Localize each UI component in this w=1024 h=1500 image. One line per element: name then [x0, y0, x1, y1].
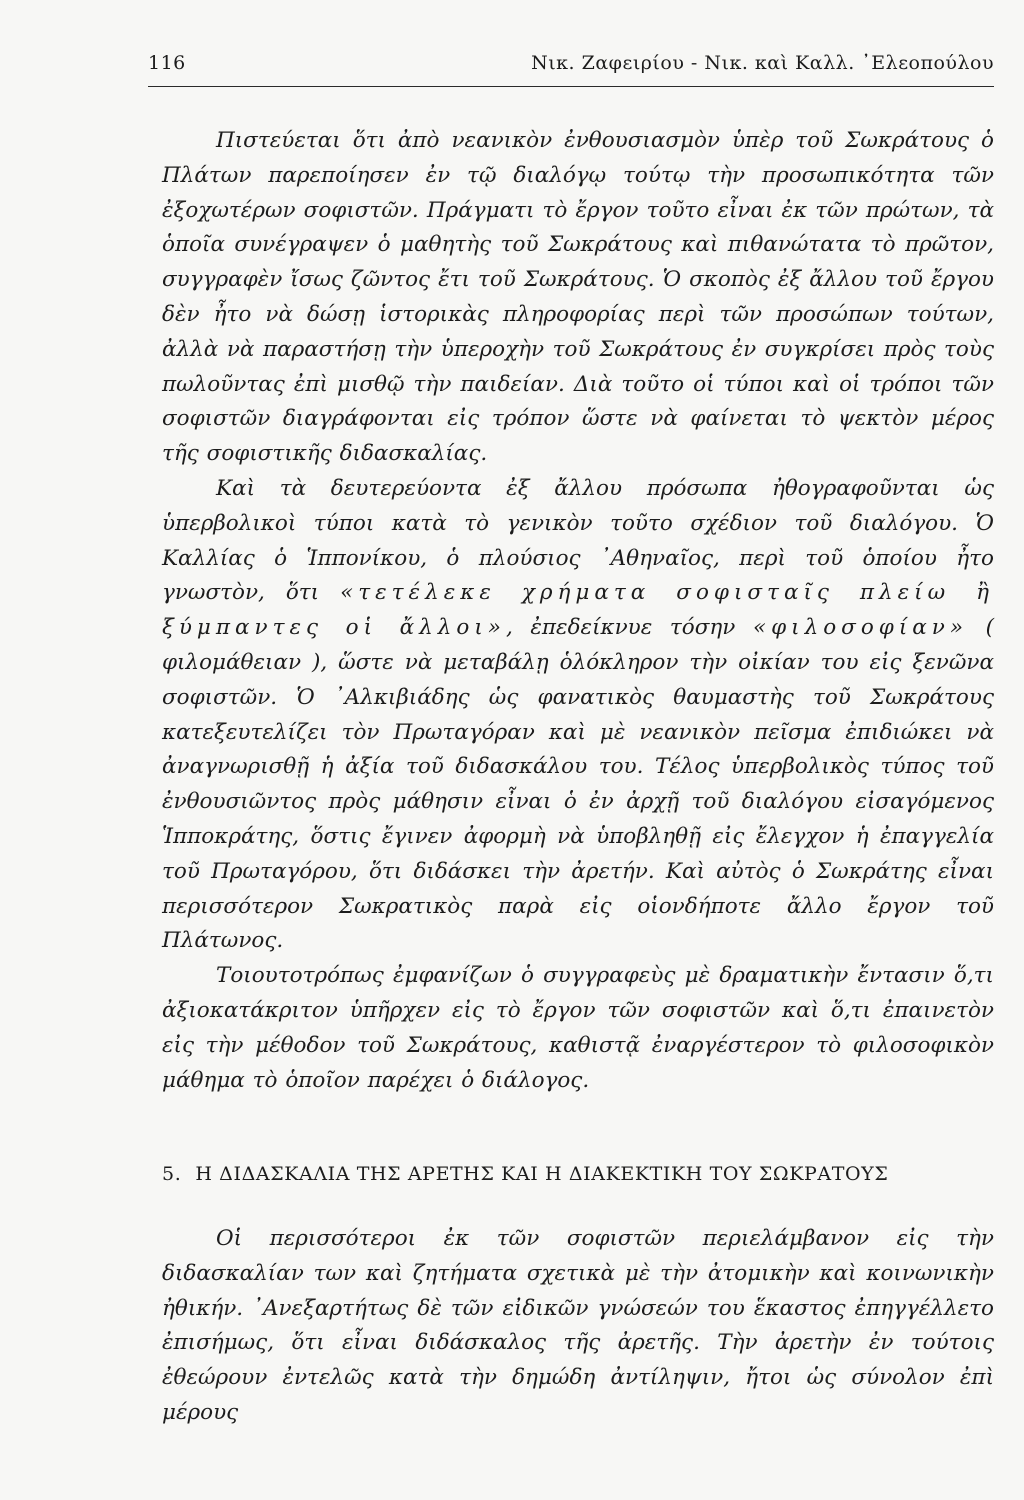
paragraph-2-part-1: Καὶ τὰ δευτερεύοντα ἐξ ἄλλου πρόσωπα ἠθογραφοῦνται ὡς ὑπερβολικοὶ τύποι κατὰ τὸ γενικὸν τοῦτο σχέδιον τοῦ διαλόγου. Ὁ Καλλίας ὁ Ἱππονίκου, ὁ πλούσιος ᾿Αθηναῖος, περὶ τοῦ ὁποίου ἦτο γνωστὸν, ὅτι: [162, 475, 994, 606]
running-header: [148, 52, 994, 87]
paragraph-2-part-3: ( φιλομάθειαν ), ὥστε νὰ μεταβάλῃ ὁλόκληρον τὴν οἰκίαν του εἰς ξενῶνα σοφιστῶν. Ὁ ᾿Αλκιβιάδης ὡς φανατικὸς θαυμαστὴς τοῦ Σωκράτους κατεξευτελίζει τὸν Πρωταγόραν καὶ μὲ νεανικὸν πεῖσμα ἐπιδιώκει νὰ ἀναγνωρισθῇ ἡ ἀξία τοῦ διδασκάλου του. Τέλος ὑπερβολικὸς τύπος τοῦ ἐνθουσιῶντος πρὸς μάθησιν εἶναι ὁ ἐν ἀρχῇ τοῦ διαλόγου εἰσαγόμενος Ἱπποκράτης, ὅστις ἔγινεν ἀφορμὴ νὰ ὑποβληθῇ εἰς ἔλεγχον ἡ ἐπαγγελία τοῦ Πρωταγόρου, ὅτι διδάσκει τὴν ἀρετήν. Καὶ αὐτὸς ὁ Σωκράτης εἶναι περισσότερον Σωκρατικὸς παρὰ εἰς οἱονδήποτε ἄλλο ἔργον τοῦ Πλάτωνος.: [162, 615, 995, 954]
page-number: 116: [148, 52, 186, 74]
section-title: Η ΔΙΔΑΣΚΑΛΙΑ ΤΗΣ ΑΡΕΤΗΣ ΚΑΙ Η ΔΙΑΚΕΚΤΙΚΗ ΤΟΥ ΣΩΚΡΑΤΟΥΣ: [195, 1163, 889, 1185]
paragraph-2-part-2: , ἐπεδείκνυε τόσην: [505, 615, 736, 641]
paragraph-2: [162, 472, 994, 959]
running-header-authors: Νικ. Ζαφειρίου - Νικ. καὶ Καλλ. ᾿Ελεοπούλου: [531, 52, 994, 74]
main-text: [162, 124, 994, 1098]
spaced-quotation: «τετέλεκε χρήματα σοφισταῖς πλείω ἢ ξύμπαντες οἱ ἄλλοι»: [162, 580, 994, 641]
spaced-quotation-2: «φιλοσοφίαν»: [752, 615, 969, 641]
section-text: [162, 1222, 994, 1431]
paragraph-3: Τοιουτοτρόπως ἐμφανίζων ὁ συγγραφεὺς μὲ δραματικὴν ἔντασιν ὅ,τι ἀξιοκατάκριτον ὑπῆρχεν εἰς τὸ ἔργον τῶν σοφιστῶν καὶ ὅ,τι ἐπαινετὸν εἰς τὴν μέθοδον τοῦ Σωκράτους, καθιστᾷ ἐναργέστερον τὸ φιλοσοφικὸν μάθημα τὸ ὁποῖον παρέχει ὁ διάλογος.: [162, 963, 994, 1093]
section-heading: [162, 1163, 994, 1185]
paragraph-4: Οἱ περισσότεροι ἐκ τῶν σοφιστῶν περιελάμβανον εἰς τὴν διδασκαλίαν των καὶ ζητήματα σχετικὰ μὲ τὴν ἀτομικὴν καὶ κοινωνικὴν ἠθικήν. ᾿Ανεξαρτήτως δὲ τῶν εἰδικῶν γνώσεών του ἕκαστος ἐπηγγέλλετο ἐπισήμως, ὅτι εἶναι διδάσκαλος τῆς ἀρετῆς. Τὴν ἀρετὴν ἐν τούτοις ἐθεώρουν ἐντελῶς κατὰ τὴν δημώδη ἀντίληψιν, ἤτοι ὡς σύνολον ἐπὶ μέρους: [162, 1226, 994, 1425]
paragraph-1: Πιστεύεται ὅτι ἀπὸ νεανικὸν ἐνθουσιασμὸν ὑπὲρ τοῦ Σωκράτους ὁ Πλάτων παρεποίησεν ἐν τῷ διαλόγῳ τούτῳ τὴν προσωπικότητα τῶν ἐξοχωτέρων σοφιστῶν. Πράγματι τὸ ἔργον τοῦτο εἶναι ἐκ τῶν πρώτων, τὰ ὁποῖα συνέγραψεν ὁ μαθητὴς τοῦ Σωκράτους καὶ πιθανώτατα τὸ πρῶτον, συγγραφὲν ἴσως ζῶντος ἔτι τοῦ Σωκράτους. Ὁ σκοπὸς ἐξ ἄλλου τοῦ ἔργου δὲν ἦτο νὰ δώσῃ ἱστορικὰς πληροφορίας περὶ τῶν προσώπων τούτων, ἀλλὰ νὰ παραστήσῃ τὴν ὑπεροχὴν τοῦ Σωκράτους ἐν συγκρίσει πρὸς τοὺς πωλοῦντας ἐπὶ μισθῷ τὴν παιδείαν. Διὰ τοῦτο οἱ τύποι καὶ οἱ τρόποι τῶν σοφιστῶν διαγράφονται εἰς τρόπον ὥστε νὰ φαίνεται τὸ ψεκτὸν μέρος τῆς σοφιστικῆς διδασκαλίας.: [162, 128, 994, 467]
section-number: 5.: [162, 1163, 182, 1185]
